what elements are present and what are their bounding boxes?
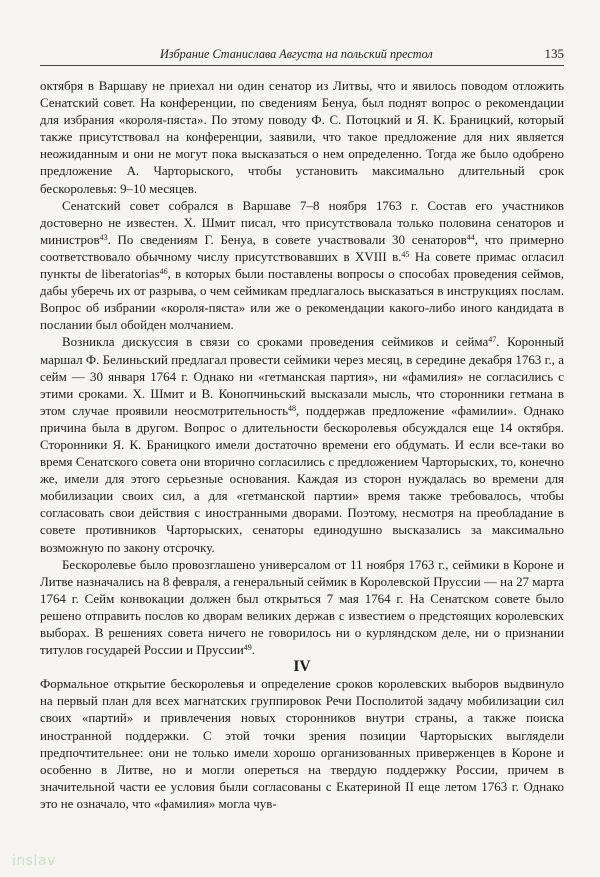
page-number: 135 [544, 46, 564, 61]
footnote-ref: 45 [401, 249, 410, 259]
running-title: Избрание Станислава Августа на польский престол [160, 47, 433, 61]
footnote-ref: 44 [466, 232, 475, 242]
paragraph: октября в Варшаву не приехал ни один сенатор из Литвы, что и явилось поводом отложить Сенатский совет. На конференции, по сведениям Бенуа, был поднят вопрос о рекомендации для избрания «короля-пяста». По этому поводу Ф. С. Потоцкий и Я. К. Браницкий, который также присутствовал на конференции, заявили, что такое предложение для них является неожиданным и они не могут пока высказаться о нем определенно. Тогда же было одобрено предложение А. Чарторыского, чтобы установить максимально длительный срок бескоролевья: 9–10 месяцев. [40, 78, 564, 196]
paragraph: Бескоролевье было провозглашено универсалом от 11 ноября 1763 г., сеймики в Короне и Литве назначались на 8 февраля, а генеральный сеймик в Королевской Пруссии — на 27 марта 1764 г. Сейм конвокации должен был открыться 7 мая 1764 г. На Сенатском совете было решено отправить послов ко дворам великих держав с известием о предстоящих королевских выборах. В решениях совета ничего не говорилось ни о курляндском деле, ни о признании титулов государей России и Пруссии$^{49}$. [40, 556, 564, 658]
body-text [40, 77, 564, 812]
footnote-ref: 48 [288, 403, 297, 413]
footnote-ref: 46 [159, 267, 168, 277]
watermark: inslav [12, 853, 56, 869]
footnote-ref: 47 [488, 335, 497, 345]
section-heading: IV [293, 658, 311, 676]
paragraph: Возникла дискуссия в связи со сроками проведения сеймиков и сейма$^{47}$. Коронный маршал Ф. Белиньский предлагал провести сеймики через месяц, в середине декабря 1763 г., а сейм — 30 января 1764 г. Однако ни «гетманская партия», ни «фамилия» не согласились с этими сроками. Х. Шмит и В. Конопчиньский высказали мысль, что сторонники гетмана в этом случае проявили неосмотрительность$^{48}$, поддержав предложение «фамилии». Однако причина была в другом. Вопрос о длительности бескоролевья обсуждался еще 14 октября. Сторонники Я. К. Браницкого имели достаточно времени его обдумать. И если все-таки во время Сенатского совета они вторично согласились с предложением Чарторыских, то, конечно же, имели для этого серьезные основания. Каждая из сторон нуждалась во времени для мобилизации своих сил, а для «гетманской партии» время также требовалось, чтобы согласовать свои действия с иностранными дворами. Поэтому, несмотря на преобладание в совете противников Чарторыских, сенаторы единодушно высказались за максимально возможную по закону отсрочку. [40, 334, 564, 555]
footnote-ref: 43 [99, 232, 108, 242]
page-header [40, 42, 564, 66]
paragraph: Сенатский совет собрался в Варшаве 7–8 ноября 1763 г. Состав его участников достоверно не известен. Х. Шмит писал, что присутствовала только половина сенаторов и министров$^{43}$. По сведениям Г. Бенуа, в совете участвовали 30 сенаторов$^{44}$, что примерно соответствовало обычному числу присутствовавших в XVIII в.$^{45}$ На совете примас огласил пункты de liberatorias$^{46}$, в которых были поставлены вопросы о способах проведения сеймов, дабы уберечь их от разрыва, о чем сеймикам предлагалось высказаться в инструкциях послам. Вопрос об избрании «короля-пяста» или же о рекомендации какого-либо иного кандидата в послании был обойден молчанием. [40, 197, 564, 333]
paragraph: Формальное открытие бескоролевья и определение сроков королевских выборов выдвинуло на первый план для всех магнатских группировок Речи Посполитой задачу мобилизации сил своих «партий» и привлечения новых сторонников внутри страны, а также поиска иностранной поддержки. С этой точки зрения позиции Чарторыских выглядели предпочтительнее: они не только имели хорошо организованных приверженцев в Короне и особенно в Литве, но и могли опереться на твердую поддержку России, причем в значительной части ее условия были согласованы с Екатериной II еще летом 1763 г. Однако это не означало, что «фамилия» могла чув- [40, 676, 564, 811]
footnote-ref: 49 [243, 643, 252, 653]
